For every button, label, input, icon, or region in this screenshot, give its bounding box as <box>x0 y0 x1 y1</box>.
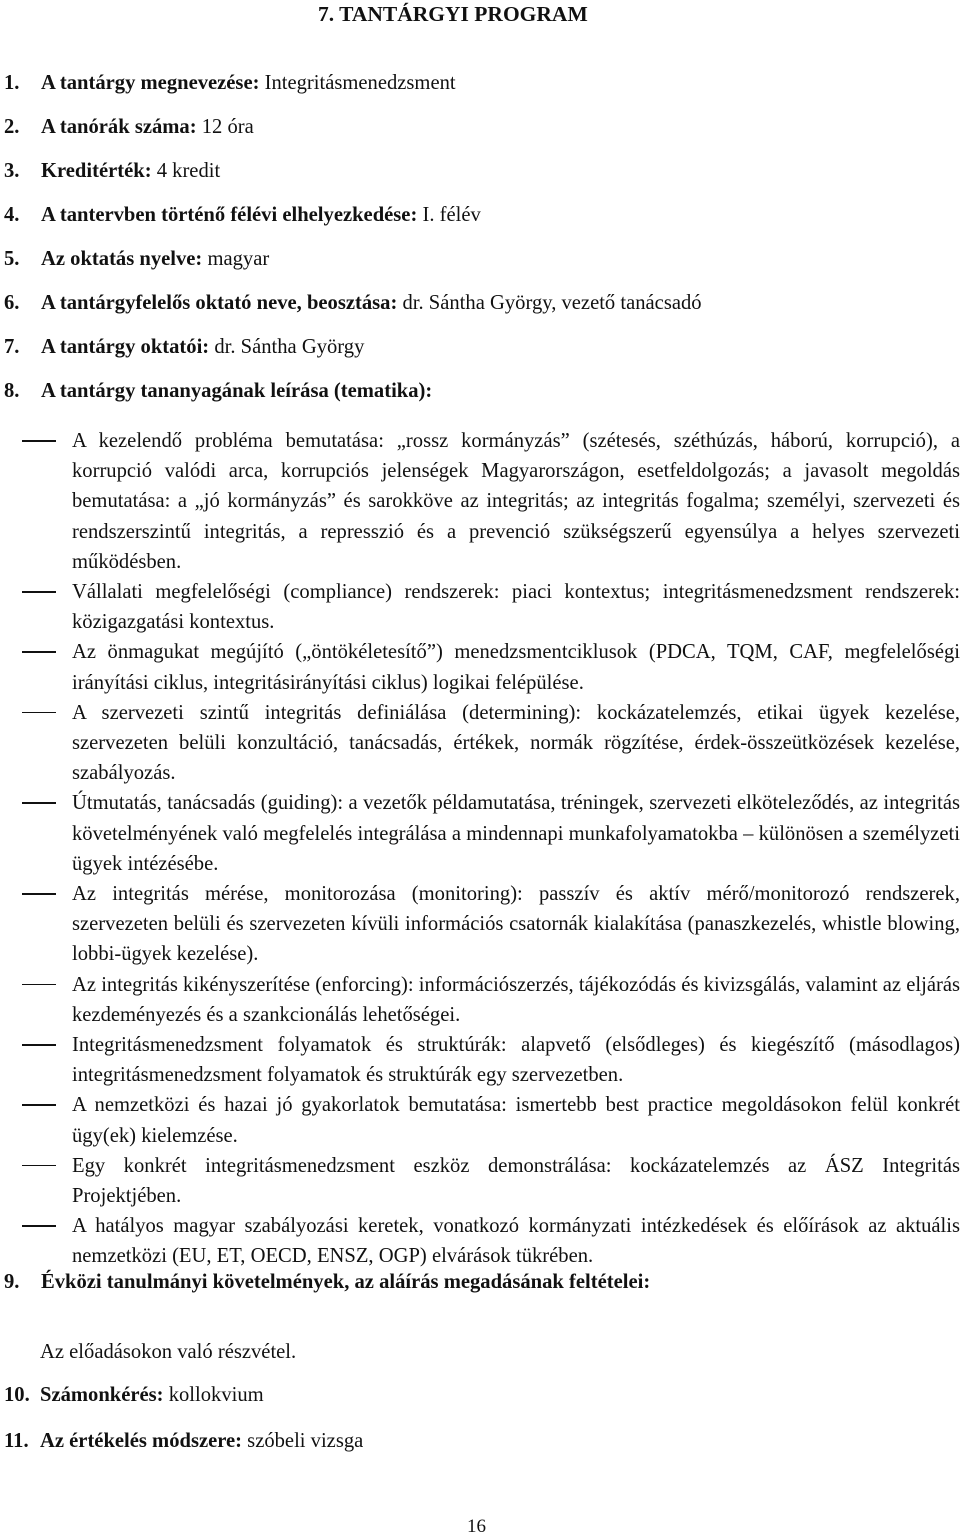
item-label: A tantárgyfelelős oktató neve, beosztása: <box>41 292 398 314</box>
topic-text: Integritásmenedzsment folyamatok és struktúrák: alapvető (elsődleges) és kiegészítő (másodlagos) integritásmenedzsment folyamatok és struktúrák egy szervezetben. <box>72 1034 960 1087</box>
section-9 <box>4 1271 650 1294</box>
page-number: 16 <box>467 1516 486 1537</box>
dash-bullet-icon <box>22 1225 56 1227</box>
item-value: 12 óra <box>196 116 254 138</box>
item-value: dr. Sántha György, vezető tanácsadó <box>397 292 702 314</box>
section-9-text: Az előadásokon való részvétel. <box>40 1341 297 1363</box>
item-label: Az oktatás nyelve: <box>41 248 203 270</box>
item-value: magyar <box>202 248 270 270</box>
item-label: A tantárgy tananyagának leírása (tematika): <box>41 380 433 402</box>
topic-item <box>0 1151 960 1211</box>
topic-text: Útmutatás, tanácsadás (guiding): a vezetők példamutatása, tréningek, szervezeti elköteleződés, az integritás követelményének való megfelelés integrálása a mindennapi munkafolyamatokba – különösen a személyzeti ügyek intézésébe. <box>72 792 960 875</box>
item-label: Kreditérték: <box>41 160 152 182</box>
item-label: A tantárgy oktatói: <box>41 336 210 358</box>
topic-item <box>0 577 960 637</box>
course-detail-item <box>4 248 269 271</box>
section-label: Számonkérés: <box>40 1384 164 1406</box>
dash-bullet-icon <box>22 440 56 442</box>
dash-bullet-icon <box>22 651 56 653</box>
dash-bullet-icon <box>22 591 56 593</box>
item-label: A tanórák száma: <box>41 116 197 138</box>
item-number: 2. <box>4 116 20 138</box>
item-value: Integritásmenedzsment <box>259 72 456 94</box>
topic-item <box>0 637 960 697</box>
topic-text: Vállalati megfelelőségi (compliance) rendszerek: piaci kontextus; integritásmenedzsment rendszerek: közigazgatási kontextus. <box>72 581 960 634</box>
item-number: 5. <box>4 248 20 270</box>
topic-text: Egy konkrét integritásmenedzsment eszköz demonstrálása: kockázatelemzés az ÁSZ Integritás Projektjében. <box>72 1154 960 1208</box>
topic-text: A nemzetközi és hazai jó gyakorlatok bemutatása: ismertebb best practice megoldásokon felül konkrét ügy(ek) kielemzése. <box>72 1094 960 1147</box>
item-label: A tantárgy megnevezése: <box>41 72 260 94</box>
course-detail-item <box>4 292 702 315</box>
dash-bullet-icon <box>22 893 56 895</box>
topic-item <box>0 970 960 1030</box>
topic-text: A kezelendő probléma bemutatása: „rossz kormányzás” (szétesés, széthúzás, háború, korrupció), a korrupció valódi arca, korrupciós jelenségek Magyarországon, esetfeldolgozás; a javasolt megoldás bemutatása: a „jó kormányzás” és sarokköve az integritás; az integritás fogalma; személyi, szervezeti és rendszerszintű integritás, a represszió és a prevenció szükségszerű egyensúlya a helyes szervezeti működésben. <box>72 430 960 573</box>
section-label: Évközi tanulmányi követelmények, az aláírás megadásának feltételei: <box>41 1271 651 1293</box>
course-detail-item <box>4 204 481 227</box>
item-value: dr. Sántha György <box>209 336 365 358</box>
section-number: 11. <box>4 1430 29 1452</box>
dash-bullet-icon <box>22 802 56 804</box>
item-number: 7. <box>4 336 20 358</box>
topic-item <box>0 426 960 577</box>
topic-item <box>0 1090 960 1150</box>
course-detail-item <box>4 380 432 403</box>
item-number: 3. <box>4 160 20 182</box>
item-number: 6. <box>4 292 20 314</box>
topic-text: Az önmagukat megújító („öntökéletesítő”) menedzsmentciklusok (PDCA, TQM, CAF, megfelelőségi irányítási ciklus, integritásirányítási ciklus) logikai felépülése. <box>72 641 960 694</box>
section-value: szóbeli vizsga <box>242 1430 364 1452</box>
topic-text: Az integritás mérése, monitorozása (monitoring): passzív és aktív mérő/monitorozó rendszerek, szervezeten belüli és szervezeten kívüli információs csatornák kialakítása (panaszkezelés, whistle blowing, lobbi-ügyek kezelése). <box>72 883 960 966</box>
topic-item <box>0 1211 960 1271</box>
dash-bullet-icon <box>22 1165 56 1167</box>
topic-text: A hatályos magyar szabályozási keretek, vonatkozó kormányzati intézkedések és előírások az aktuális nemzetközi (EU, ET, OECD, ENSZ, OGP) elvárások tükrében. <box>72 1215 960 1268</box>
section-11 <box>4 1430 363 1453</box>
item-label: A tantervben történő félévi elhelyezkedése: <box>41 204 418 226</box>
section-number: 9. <box>4 1271 20 1293</box>
section-value: kollokvium <box>163 1384 264 1406</box>
topic-text: A szervezeti szintű integritás definiálása (determining): kockázatelemzés, etikai ügyek kezelése, szervezeten belüli konzultáció, tanácsadás, értékek, normák rögzítése, érdek-összeütközések kezelése, szabályozás. <box>72 701 960 785</box>
course-detail-item <box>4 72 456 95</box>
dash-bullet-icon <box>22 712 56 714</box>
page-title: 7. TANTÁRGYI PROGRAM <box>318 2 588 26</box>
topics-list <box>0 426 960 1272</box>
course-detail-item <box>4 116 254 139</box>
topic-item <box>0 788 960 879</box>
section-label: Az értékelés módszere: <box>40 1430 243 1452</box>
dash-bullet-icon <box>22 1044 56 1046</box>
item-number: 1. <box>4 72 20 94</box>
item-number: 8. <box>4 380 20 402</box>
topic-item <box>0 698 960 789</box>
section-number: 10. <box>4 1384 30 1406</box>
topic-item <box>0 879 960 970</box>
section-10 <box>4 1384 264 1407</box>
item-value: I. félév <box>417 204 481 226</box>
topic-item <box>0 1030 960 1090</box>
item-number: 4. <box>4 204 20 226</box>
dash-bullet-icon <box>22 1104 56 1106</box>
topic-text: Az integritás kikényszerítése (enforcing): információszerzés, tájékozódás és kivizsgálás, valamint az eljárás kezdeményezés és a szankcionálás lehetőségei. <box>72 973 960 1026</box>
course-detail-item <box>4 160 220 183</box>
dash-bullet-icon <box>22 984 56 986</box>
course-detail-item <box>4 336 364 359</box>
item-value: 4 kredit <box>151 160 221 182</box>
